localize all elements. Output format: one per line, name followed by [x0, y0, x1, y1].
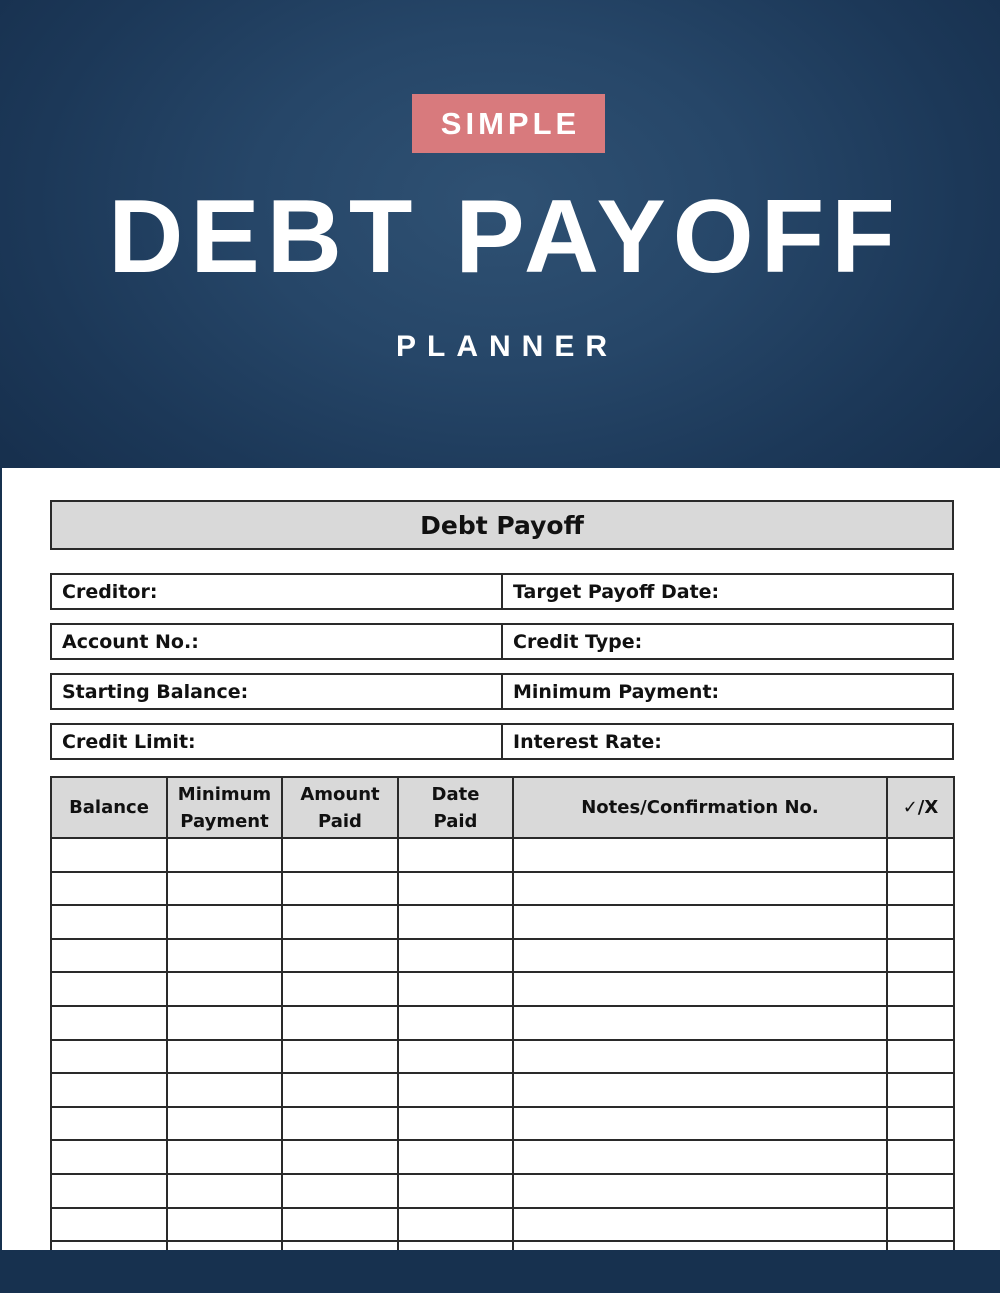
check-cell[interactable] — [887, 1006, 954, 1040]
minimum-payment-field[interactable]: Minimum Payment: — [513, 680, 720, 703]
balance-cell[interactable] — [51, 939, 167, 973]
column-header-check — [887, 777, 954, 838]
balance-cell[interactable] — [51, 1140, 167, 1174]
date-paid-cell[interactable] — [398, 1174, 513, 1208]
notes-cell[interactable] — [513, 1140, 887, 1174]
amount-paid-cell[interactable] — [282, 1208, 398, 1242]
notes-cell[interactable] — [513, 939, 887, 973]
notes-cell[interactable] — [513, 838, 887, 872]
column-header-amount-paid: Amount Paid — [282, 777, 398, 838]
date-paid-cell[interactable] — [398, 1040, 513, 1074]
notes-cell[interactable] — [513, 905, 887, 939]
date-paid-cell[interactable] — [398, 972, 513, 1006]
column-header-notes: Notes/Confirmation No. — [513, 777, 887, 838]
table-row — [51, 905, 954, 939]
minimum-payment-cell[interactable] — [167, 972, 282, 1006]
footer-bar — [0, 1250, 1000, 1293]
check-cell[interactable] — [887, 972, 954, 1006]
date-paid-cell[interactable] — [398, 872, 513, 906]
amount-paid-cell[interactable] — [282, 972, 398, 1006]
amount-paid-cell[interactable] — [282, 939, 398, 973]
table-header-row — [51, 777, 954, 838]
cover-title: DEBT PAYOFF — [108, 179, 902, 295]
date-paid-cell[interactable] — [398, 838, 513, 872]
notes-cell[interactable] — [513, 1241, 887, 1250]
minimum-payment-cell[interactable] — [167, 838, 282, 872]
credit-limit-field[interactable]: Credit Limit: — [52, 725, 503, 758]
balance-cell[interactable] — [51, 972, 167, 1006]
balance-cell[interactable] — [51, 1073, 167, 1107]
date-paid-cell[interactable] — [398, 1107, 513, 1141]
minimum-payment-cell[interactable] — [167, 1107, 282, 1141]
amount-paid-cell[interactable] — [282, 838, 398, 872]
worksheet-heading: Debt Payoff — [50, 500, 954, 550]
date-paid-cell[interactable] — [398, 1241, 513, 1250]
balance-cell[interactable] — [51, 1241, 167, 1250]
notes-cell[interactable] — [513, 872, 887, 906]
check-cell[interactable] — [887, 1040, 954, 1074]
amount-paid-cell[interactable] — [282, 1174, 398, 1208]
check-cell[interactable] — [887, 905, 954, 939]
balance-cell[interactable] — [51, 872, 167, 906]
column-header-date-paid: Date Paid — [398, 777, 513, 838]
starting-balance-field[interactable]: Starting Balance: — [52, 675, 503, 708]
balance-cell[interactable] — [51, 1040, 167, 1074]
check-cell[interactable] — [887, 1208, 954, 1242]
balance-cell[interactable] — [51, 905, 167, 939]
minimum-payment-cell[interactable] — [167, 1241, 282, 1250]
minimum-payment-cell[interactable] — [167, 872, 282, 906]
notes-cell[interactable] — [513, 1073, 887, 1107]
notes-cell[interactable] — [513, 1174, 887, 1208]
check-cell[interactable] — [887, 838, 954, 872]
balance-cell[interactable] — [51, 1174, 167, 1208]
check-cell[interactable] — [887, 872, 954, 906]
table-row — [51, 1208, 954, 1242]
table-row — [51, 1140, 954, 1174]
minimum-payment-cell[interactable] — [167, 905, 282, 939]
check-cell[interactable] — [887, 1073, 954, 1107]
amount-paid-cell[interactable] — [282, 1140, 398, 1174]
amount-paid-cell[interactable] — [282, 905, 398, 939]
minimum-payment-cell[interactable] — [167, 1073, 282, 1107]
amount-paid-cell[interactable] — [282, 1241, 398, 1250]
date-paid-cell[interactable] — [398, 1073, 513, 1107]
date-paid-cell[interactable] — [398, 905, 513, 939]
notes-cell[interactable] — [513, 1006, 887, 1040]
table-row — [51, 1174, 954, 1208]
notes-cell[interactable] — [513, 972, 887, 1006]
table-row — [51, 1073, 954, 1107]
info-row-balance — [50, 673, 954, 710]
check-cell[interactable] — [887, 939, 954, 973]
check-cell[interactable] — [887, 1241, 954, 1250]
simple-badge: SIMPLE — [412, 94, 605, 153]
info-row-account — [50, 623, 954, 660]
table-row — [51, 939, 954, 973]
notes-cell[interactable] — [513, 1107, 887, 1141]
credit-type-field[interactable]: Credit Type: — [513, 630, 643, 653]
date-paid-cell[interactable] — [398, 1208, 513, 1242]
date-paid-cell[interactable] — [398, 939, 513, 973]
amount-paid-cell[interactable] — [282, 872, 398, 906]
minimum-payment-cell[interactable] — [167, 939, 282, 973]
table-row — [51, 1241, 954, 1250]
cover-subtitle: PLANNER — [395, 330, 618, 363]
minimum-payment-cell[interactable] — [167, 1040, 282, 1074]
worksheet-page — [2, 468, 1000, 1250]
minimum-payment-cell[interactable] — [167, 1208, 282, 1242]
minimum-payment-cell[interactable] — [167, 1140, 282, 1174]
amount-paid-cell[interactable] — [282, 1107, 398, 1141]
payment-log-table — [50, 776, 955, 1250]
table-row — [51, 1040, 954, 1074]
check-x-icon: ✓/X — [902, 797, 939, 818]
creditor-field[interactable]: Creditor: — [52, 575, 503, 608]
cover-banner — [0, 0, 1000, 468]
date-paid-cell[interactable] — [398, 1006, 513, 1040]
notes-cell[interactable] — [513, 1040, 887, 1074]
table-row — [51, 972, 954, 1006]
balance-cell[interactable] — [51, 1208, 167, 1242]
minimum-payment-cell[interactable] — [167, 1174, 282, 1208]
column-header-balance: Balance — [51, 777, 167, 838]
info-row-creditor — [50, 573, 954, 610]
account-number-field[interactable]: Account No.: — [52, 625, 503, 658]
balance-cell[interactable] — [51, 1006, 167, 1040]
notes-cell[interactable] — [513, 1208, 887, 1242]
table-row — [51, 1107, 954, 1141]
table-row — [51, 872, 954, 906]
amount-paid-cell[interactable] — [282, 1073, 398, 1107]
amount-paid-cell[interactable] — [282, 1006, 398, 1040]
info-row-limit — [50, 723, 954, 760]
interest-rate-field[interactable]: Interest Rate: — [513, 730, 662, 753]
target-payoff-date-field[interactable]: Target Payoff Date: — [513, 580, 720, 603]
date-paid-cell[interactable] — [398, 1140, 513, 1174]
minimum-payment-cell[interactable] — [167, 1006, 282, 1040]
column-header-minimum-payment: Minimum Payment — [167, 777, 282, 838]
check-cell[interactable] — [887, 1107, 954, 1141]
table-row — [51, 1006, 954, 1040]
check-cell[interactable] — [887, 1140, 954, 1174]
amount-paid-cell[interactable] — [282, 1040, 398, 1074]
balance-cell[interactable] — [51, 1107, 167, 1141]
table-row — [51, 838, 954, 872]
balance-cell[interactable] — [51, 838, 167, 872]
table-body — [51, 838, 954, 1250]
check-cell[interactable] — [887, 1174, 954, 1208]
